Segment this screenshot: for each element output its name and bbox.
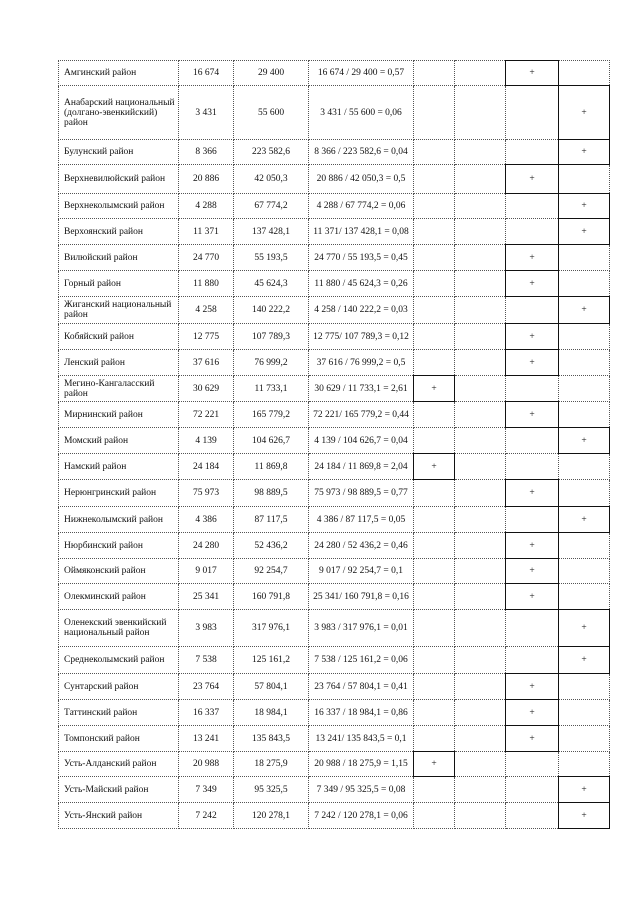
mark-cell-5: [455, 165, 506, 194]
table-body: [59, 61, 610, 829]
district-name-cell: Усть-Алданский район: [59, 752, 179, 777]
ratio-calc-cell: 16 674 / 29 400 = 0,57: [309, 61, 414, 86]
mark-cell-5: [455, 428, 506, 454]
district-name-cell: Жиганский национальный район: [59, 297, 179, 324]
value-b-cell: 104 626,7: [234, 428, 309, 454]
district-name-cell: Момский район: [59, 428, 179, 454]
ratio-calc-cell: 16 337 / 18 984,1 = 0,86: [309, 700, 414, 726]
mark-cell-6: [506, 428, 559, 454]
value-a-cell: 16 674: [179, 61, 234, 86]
mark-cell-5: [455, 194, 506, 219]
table-row: [59, 165, 610, 194]
district-name-cell: Оленекский эвенкийский национальный район: [59, 610, 179, 647]
district-name-cell: Ленский район: [59, 350, 179, 376]
mark-cell-4: [414, 584, 455, 610]
mark-cell-4: [414, 480, 455, 507]
mark-cell-4: [414, 674, 455, 700]
mark-cell-6: [506, 777, 559, 803]
value-b-cell: 11 733,1: [234, 376, 309, 402]
value-a-cell: 24 184: [179, 454, 234, 480]
mark-cell-5: [455, 350, 506, 376]
district-name-cell: Среднеколымский район: [59, 647, 179, 674]
table-row: [59, 324, 610, 350]
mark-cell-6: +: [506, 674, 559, 700]
value-b-cell: 11 869,8: [234, 454, 309, 480]
mark-cell-4: [414, 140, 455, 165]
ratio-calc-cell: 4 386 / 87 117,5 = 0,05: [309, 507, 414, 533]
mark-cell-7: [559, 324, 610, 350]
table-row: [59, 271, 610, 297]
mark-cell-4: [414, 245, 455, 271]
mark-cell-7: +: [559, 219, 610, 245]
mark-cell-6: +: [506, 402, 559, 428]
value-b-cell: 140 222,2: [234, 297, 309, 324]
ratio-calc-cell: 24 280 / 52 436,2 = 0,46: [309, 533, 414, 559]
district-name-cell: Булунский район: [59, 140, 179, 165]
district-name-cell: Нерюнгринский район: [59, 480, 179, 507]
ratio-calc-cell: 11 371/ 137 428,1 = 0,08: [309, 219, 414, 245]
mark-cell-5: [455, 752, 506, 777]
district-name-cell: Анабарский национальный (долгано-эвенкийский) район: [59, 86, 179, 140]
mark-cell-7: +: [559, 194, 610, 219]
mark-cell-5: [455, 271, 506, 297]
ratio-calc-cell: 24 770 / 55 193,5 = 0,45: [309, 245, 414, 271]
value-b-cell: 18 275,9: [234, 752, 309, 777]
value-b-cell: 57 804,1: [234, 674, 309, 700]
district-name-cell: Олекминский район: [59, 584, 179, 610]
ratio-calc-cell: 72 221/ 165 779,2 = 0,44: [309, 402, 414, 428]
ratio-calc-cell: 9 017 / 92 254,7 = 0,1: [309, 559, 414, 584]
value-b-cell: 67 774,2: [234, 194, 309, 219]
mark-cell-4: [414, 194, 455, 219]
value-a-cell: 24 280: [179, 533, 234, 559]
ratio-calc-cell: 20 886 / 42 050,3 = 0,5: [309, 165, 414, 194]
value-b-cell: 135 843,5: [234, 726, 309, 752]
value-a-cell: 25 341: [179, 584, 234, 610]
ratio-calc-cell: 3 983 / 317 976,1 = 0,01: [309, 610, 414, 647]
mark-cell-4: [414, 402, 455, 428]
mark-cell-7: [559, 726, 610, 752]
value-b-cell: 98 889,5: [234, 480, 309, 507]
table-row: [59, 61, 610, 86]
ratio-calc-cell: 12 775/ 107 789,3 = 0,12: [309, 324, 414, 350]
mark-cell-5: [455, 559, 506, 584]
mark-cell-5: [455, 376, 506, 402]
table-row: [59, 700, 610, 726]
district-name-cell: Мирнинский район: [59, 402, 179, 428]
mark-cell-4: [414, 86, 455, 140]
table-row: [59, 194, 610, 219]
mark-cell-6: +: [506, 61, 559, 86]
value-b-cell: 87 117,5: [234, 507, 309, 533]
mark-cell-6: [506, 140, 559, 165]
mark-cell-4: [414, 700, 455, 726]
table-row: [59, 647, 610, 674]
value-b-cell: 317 976,1: [234, 610, 309, 647]
ratio-calc-cell: 4 139 / 104 626,7 = 0,04: [309, 428, 414, 454]
mark-cell-7: +: [559, 777, 610, 803]
mark-cell-7: [559, 454, 610, 480]
value-b-cell: 55 193,5: [234, 245, 309, 271]
value-b-cell: 137 428,1: [234, 219, 309, 245]
mark-cell-5: [455, 803, 506, 829]
mark-cell-7: [559, 700, 610, 726]
mark-cell-7: [559, 245, 610, 271]
mark-cell-5: [455, 297, 506, 324]
ratio-calc-cell: 20 988 / 18 275,9 = 1,15: [309, 752, 414, 777]
value-a-cell: 9 017: [179, 559, 234, 584]
mark-cell-6: [506, 507, 559, 533]
mark-cell-5: [455, 777, 506, 803]
value-a-cell: 20 988: [179, 752, 234, 777]
mark-cell-7: [559, 402, 610, 428]
value-b-cell: 29 400: [234, 61, 309, 86]
ratio-calc-cell: 23 764 / 57 804,1 = 0,41: [309, 674, 414, 700]
mark-cell-7: [559, 350, 610, 376]
mark-cell-4: [414, 271, 455, 297]
mark-cell-5: [455, 480, 506, 507]
mark-cell-7: [559, 674, 610, 700]
table-row: [59, 533, 610, 559]
table-row: [59, 245, 610, 271]
value-a-cell: 23 764: [179, 674, 234, 700]
value-b-cell: 55 600: [234, 86, 309, 140]
table-row: [59, 584, 610, 610]
mark-cell-6: +: [506, 245, 559, 271]
mark-cell-7: +: [559, 647, 610, 674]
mark-cell-7: +: [559, 297, 610, 324]
value-a-cell: 11 880: [179, 271, 234, 297]
value-b-cell: 18 984,1: [234, 700, 309, 726]
mark-cell-7: +: [559, 507, 610, 533]
mark-cell-6: +: [506, 584, 559, 610]
table-row: [59, 350, 610, 376]
district-name-cell: Верхневилюйский район: [59, 165, 179, 194]
mark-cell-5: [455, 584, 506, 610]
mark-cell-5: [455, 700, 506, 726]
value-a-cell: 16 337: [179, 700, 234, 726]
mark-cell-4: +: [414, 454, 455, 480]
mark-cell-6: +: [506, 165, 559, 194]
mark-cell-6: +: [506, 324, 559, 350]
table-row: [59, 376, 610, 402]
mark-cell-7: +: [559, 610, 610, 647]
mark-cell-7: [559, 376, 610, 402]
ratio-calc-cell: 7 242 / 120 278,1 = 0,06: [309, 803, 414, 829]
district-name-cell: Амгинский район: [59, 61, 179, 86]
mark-cell-7: +: [559, 86, 610, 140]
value-a-cell: 12 775: [179, 324, 234, 350]
mark-cell-5: [455, 507, 506, 533]
mark-cell-4: [414, 507, 455, 533]
district-name-cell: Сунтарский район: [59, 674, 179, 700]
mark-cell-6: [506, 194, 559, 219]
table-row: [59, 803, 610, 829]
district-name-cell: Томпонский район: [59, 726, 179, 752]
mark-cell-5: [455, 245, 506, 271]
value-a-cell: 24 770: [179, 245, 234, 271]
mark-cell-6: +: [506, 271, 559, 297]
mark-cell-5: [455, 61, 506, 86]
value-a-cell: 11 371: [179, 219, 234, 245]
mark-cell-6: [506, 803, 559, 829]
value-a-cell: 7 349: [179, 777, 234, 803]
table-row: [59, 140, 610, 165]
table-row: [59, 297, 610, 324]
ratio-calc-cell: 37 616 / 76 999,2 = 0,5: [309, 350, 414, 376]
value-b-cell: 223 582,6: [234, 140, 309, 165]
mark-cell-6: [506, 454, 559, 480]
ratio-calc-cell: 24 184 / 11 869,8 = 2,04: [309, 454, 414, 480]
mark-cell-7: [559, 165, 610, 194]
district-name-cell: Верхоянский район: [59, 219, 179, 245]
value-a-cell: 4 288: [179, 194, 234, 219]
value-b-cell: 120 278,1: [234, 803, 309, 829]
mark-cell-7: [559, 559, 610, 584]
table-row: [59, 86, 610, 140]
district-name-cell: Таттинский район: [59, 700, 179, 726]
mark-cell-6: [506, 219, 559, 245]
mark-cell-4: [414, 777, 455, 803]
mark-cell-6: +: [506, 726, 559, 752]
value-a-cell: 20 886: [179, 165, 234, 194]
mark-cell-4: +: [414, 752, 455, 777]
mark-cell-4: [414, 533, 455, 559]
mark-cell-4: [414, 803, 455, 829]
mark-cell-4: [414, 61, 455, 86]
mark-cell-7: [559, 61, 610, 86]
value-a-cell: 8 366: [179, 140, 234, 165]
mark-cell-4: [414, 219, 455, 245]
ratio-calc-cell: 13 241/ 135 843,5 = 0,1: [309, 726, 414, 752]
mark-cell-4: [414, 559, 455, 584]
mark-cell-7: [559, 271, 610, 297]
district-name-cell: Горный район: [59, 271, 179, 297]
mark-cell-4: [414, 726, 455, 752]
mark-cell-7: [559, 480, 610, 507]
value-b-cell: 92 254,7: [234, 559, 309, 584]
table-row: [59, 777, 610, 803]
mark-cell-5: [455, 454, 506, 480]
mark-cell-6: +: [506, 559, 559, 584]
ratio-calc-cell: 3 431 / 55 600 = 0,06: [309, 86, 414, 140]
table-row: [59, 507, 610, 533]
mark-cell-5: [455, 533, 506, 559]
ratio-calc-cell: 7 349 / 95 325,5 = 0,08: [309, 777, 414, 803]
district-name-cell: Верхнеколымский район: [59, 194, 179, 219]
mark-cell-5: [455, 140, 506, 165]
ratio-calc-cell: 75 973 / 98 889,5 = 0,77: [309, 480, 414, 507]
value-a-cell: 72 221: [179, 402, 234, 428]
mark-cell-6: [506, 752, 559, 777]
value-b-cell: 52 436,2: [234, 533, 309, 559]
mark-cell-7: +: [559, 428, 610, 454]
ratio-calc-cell: 4 288 / 67 774,2 = 0,06: [309, 194, 414, 219]
value-a-cell: 75 973: [179, 480, 234, 507]
value-a-cell: 7 242: [179, 803, 234, 829]
mark-cell-4: [414, 428, 455, 454]
mark-cell-7: [559, 752, 610, 777]
mark-cell-6: [506, 376, 559, 402]
table-row: [59, 428, 610, 454]
mark-cell-5: [455, 674, 506, 700]
mark-cell-6: [506, 647, 559, 674]
district-name-cell: Усть-Майский район: [59, 777, 179, 803]
table-row: [59, 726, 610, 752]
table-row: [59, 559, 610, 584]
mark-cell-6: +: [506, 350, 559, 376]
mark-cell-5: [455, 647, 506, 674]
value-b-cell: 107 789,3: [234, 324, 309, 350]
value-b-cell: 42 050,3: [234, 165, 309, 194]
district-name-cell: Мегино-Кангаласский район: [59, 376, 179, 402]
value-a-cell: 4 258: [179, 297, 234, 324]
mark-cell-5: [455, 726, 506, 752]
value-a-cell: 13 241: [179, 726, 234, 752]
value-a-cell: 3 983: [179, 610, 234, 647]
mark-cell-4: [414, 610, 455, 647]
ratio-calc-cell: 11 880 / 45 624,3 = 0,26: [309, 271, 414, 297]
mark-cell-4: [414, 350, 455, 376]
mark-cell-6: +: [506, 480, 559, 507]
district-name-cell: Намский район: [59, 454, 179, 480]
value-b-cell: 165 779,2: [234, 402, 309, 428]
mark-cell-5: [455, 610, 506, 647]
mark-cell-4: [414, 324, 455, 350]
ratio-calc-cell: 25 341/ 160 791,8 = 0,16: [309, 584, 414, 610]
value-b-cell: 45 624,3: [234, 271, 309, 297]
mark-cell-4: +: [414, 376, 455, 402]
table-row: [59, 752, 610, 777]
value-a-cell: 37 616: [179, 350, 234, 376]
ratio-calc-cell: 4 258 / 140 222,2 = 0,03: [309, 297, 414, 324]
value-a-cell: 3 431: [179, 86, 234, 140]
value-a-cell: 7 538: [179, 647, 234, 674]
mark-cell-4: [414, 297, 455, 324]
table-row: [59, 480, 610, 507]
mark-cell-5: [455, 86, 506, 140]
value-b-cell: 76 999,2: [234, 350, 309, 376]
mark-cell-7: +: [559, 140, 610, 165]
district-name-cell: Оймяконский район: [59, 559, 179, 584]
ratio-calc-cell: 8 366 / 223 582,6 = 0,04: [309, 140, 414, 165]
value-a-cell: 30 629: [179, 376, 234, 402]
mark-cell-6: [506, 86, 559, 140]
mark-cell-6: [506, 610, 559, 647]
mark-cell-7: +: [559, 803, 610, 829]
mark-cell-7: [559, 533, 610, 559]
mark-cell-5: [455, 324, 506, 350]
table-row: [59, 610, 610, 647]
table-row: [59, 402, 610, 428]
value-b-cell: 160 791,8: [234, 584, 309, 610]
mark-cell-5: [455, 219, 506, 245]
mark-cell-6: +: [506, 700, 559, 726]
district-name-cell: Нюрбинский район: [59, 533, 179, 559]
districts-table: [58, 60, 610, 829]
mark-cell-4: [414, 165, 455, 194]
mark-cell-4: [414, 647, 455, 674]
ratio-calc-cell: 30 629 / 11 733,1 = 2,61: [309, 376, 414, 402]
district-name-cell: Вилюйский район: [59, 245, 179, 271]
ratio-calc-cell: 7 538 / 125 161,2 = 0,06: [309, 647, 414, 674]
value-b-cell: 125 161,2: [234, 647, 309, 674]
table-row: [59, 674, 610, 700]
mark-cell-6: [506, 297, 559, 324]
mark-cell-5: [455, 402, 506, 428]
value-b-cell: 95 325,5: [234, 777, 309, 803]
district-name-cell: Усть-Янский район: [59, 803, 179, 829]
table-row: [59, 219, 610, 245]
value-a-cell: 4 386: [179, 507, 234, 533]
district-name-cell: Нижнеколымский район: [59, 507, 179, 533]
mark-cell-6: +: [506, 533, 559, 559]
mark-cell-7: [559, 584, 610, 610]
district-name-cell: Кобяйский район: [59, 324, 179, 350]
value-a-cell: 4 139: [179, 428, 234, 454]
table-row: [59, 454, 610, 480]
